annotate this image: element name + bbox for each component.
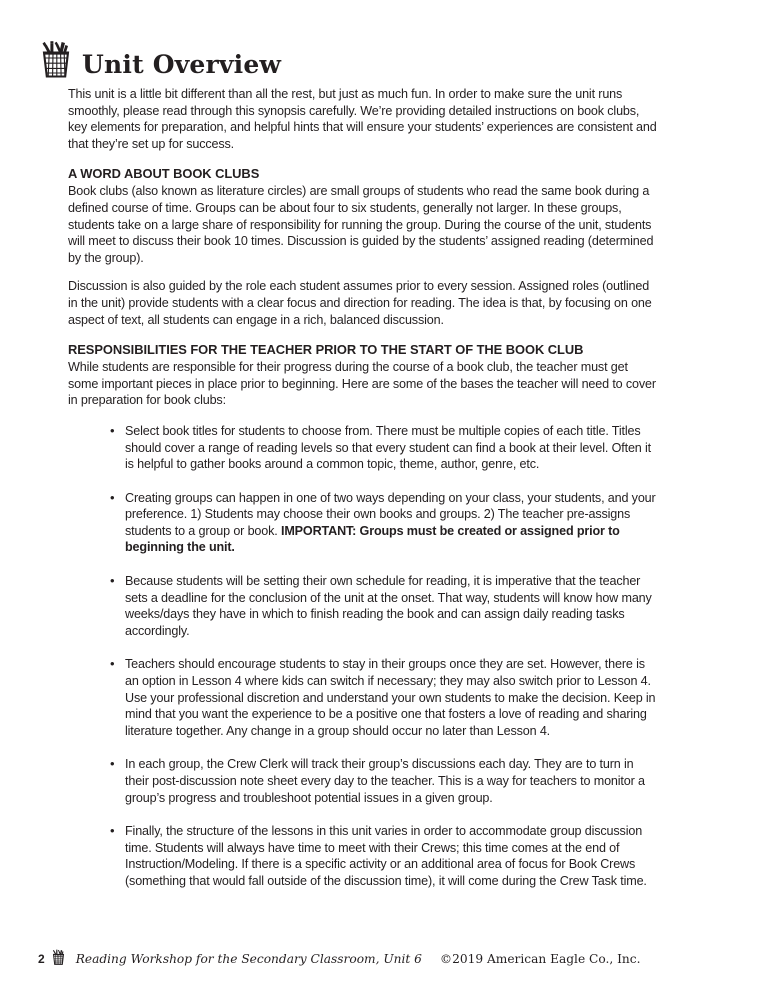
list-item-text: Finally, the structure of the lessons in this unit varies in order to accommodate group discussion time. Students will always have time to meet with their Crews; this time comes at the end of Instruction/Modeling. If there is a specific activity or an additional area of focus for Book Crews (something that would fall outside of the discussion time), it will come during the Crew Task time.	[125, 824, 647, 888]
pencil-cup-icon	[38, 40, 74, 80]
page-number: 2	[38, 952, 45, 966]
list-item	[68, 823, 657, 889]
section-book-clubs	[68, 166, 657, 328]
list-item-emphasis: IMPORTANT: Groups must be created or assigned prior to beginning the unit.	[125, 523, 620, 555]
list-item	[68, 490, 657, 556]
document-body	[68, 86, 657, 890]
section-heading: A WORD ABOUT BOOK CLUBS	[68, 166, 260, 182]
list-item-text: In each group, the Crew Clerk will track their group’s discussions each day. They are to turn in their post-discussion note sheet every day to the teacher. This is a way for teachers to monitor a group’s progress and troubleshoot potential issues in a given group.	[125, 757, 645, 805]
intro-paragraph: This unit is a little bit different than all the rest, but just as much fun. In order to make sure the unit runs smoothly, please read through this synopsis carefully. We’re providing detailed instructions on book clubs, key elements for preparation, and helpful hints that will ensure your students’ experiences are consistent and that they’re set up for success.	[68, 87, 657, 151]
responsibilities-list	[68, 423, 657, 890]
list-item	[68, 573, 657, 639]
section-paragraph: While students are responsible for their progress during the course of a book club, the teacher must get some important pieces in place prior to beginning. Here are some of the bases the teacher will need to cover in preparation for book clubs:	[68, 360, 656, 408]
list-item	[68, 423, 657, 473]
list-item	[68, 756, 657, 806]
section-heading: RESPONSIBILITIES FOR THE TEACHER PRIOR TO THE START OF THE BOOK CLUB	[68, 342, 584, 358]
page-footer	[38, 946, 640, 966]
list-item-text: Because students will be setting their own schedule for reading, it is imperative that the teacher sets a deadline for the conclusion of the unit at the onset. That way, students will know how many weeks/days they have in which to finish reading the book and can assign daily reading tasks accordingly.	[125, 574, 652, 638]
bullet-marker-icon: •	[110, 823, 115, 839]
page-title: Unit Overview	[82, 50, 282, 79]
list-item-text: Teachers should encourage students to stay in their groups once they are set. However, there is an option in Lesson 4 where kids can switch if necessary; they may also switch prior to Lesson 4. Use your professional discretion and understand your own students to make the decision. Keep in mind that you want the experience to be a positive one that fosters a love of reading and sharing literature together. Any change in a group should occur no later than Lesson 4.	[125, 657, 656, 738]
list-item-text: Select book titles for students to choose from. There must be multiple copies of each title. Titles should cover a range of reading levels so that every student can find a book at their level. Often it is helpful to gather books around a common topic, theme, author, genre, etc.	[125, 423, 652, 472]
section-teacher-responsibilities	[68, 342, 657, 409]
section-paragraph: Discussion is also guided by the role each student assumes prior to every session. Assigned roles (outlined in the unit) provide students with a clear focus and direction for reading. The idea is that, by focusing on one aspect of text, all students can engage in a rich, balanced discussion.	[68, 279, 652, 327]
list-item	[68, 656, 657, 739]
page-header	[38, 40, 281, 80]
footer-copyright: ©2019 American Eagle Co., Inc.	[439, 952, 641, 966]
section-paragraph: Book clubs (also known as literature circles) are small groups of students who read the same book during a defined course of time. Groups can be about four to six students, generally not larger. In these groups, students take on a large share of responsibility for running the group. During the course of the unit, students will meet to discuss their book 10 times. Discussion is guided by the students’ assigned reading (determined by the group).	[68, 184, 654, 265]
pencil-cup-icon	[51, 949, 66, 966]
bullet-marker-icon: •	[110, 756, 115, 772]
bullet-marker-icon: •	[110, 573, 115, 589]
footer-document-title: Reading Workshop for the Secondary Classroom, Unit 6	[75, 952, 422, 966]
bullet-marker-icon: •	[110, 489, 115, 505]
bullet-marker-icon: •	[110, 656, 115, 672]
bullet-marker-icon: •	[110, 422, 115, 438]
list-item-text: Creating groups can happen in one of two ways depending on your class, your students, and your preference. 1) Students may choose their own books and groups. 2) The teacher pre-assigns students to a group or book.	[125, 490, 656, 538]
